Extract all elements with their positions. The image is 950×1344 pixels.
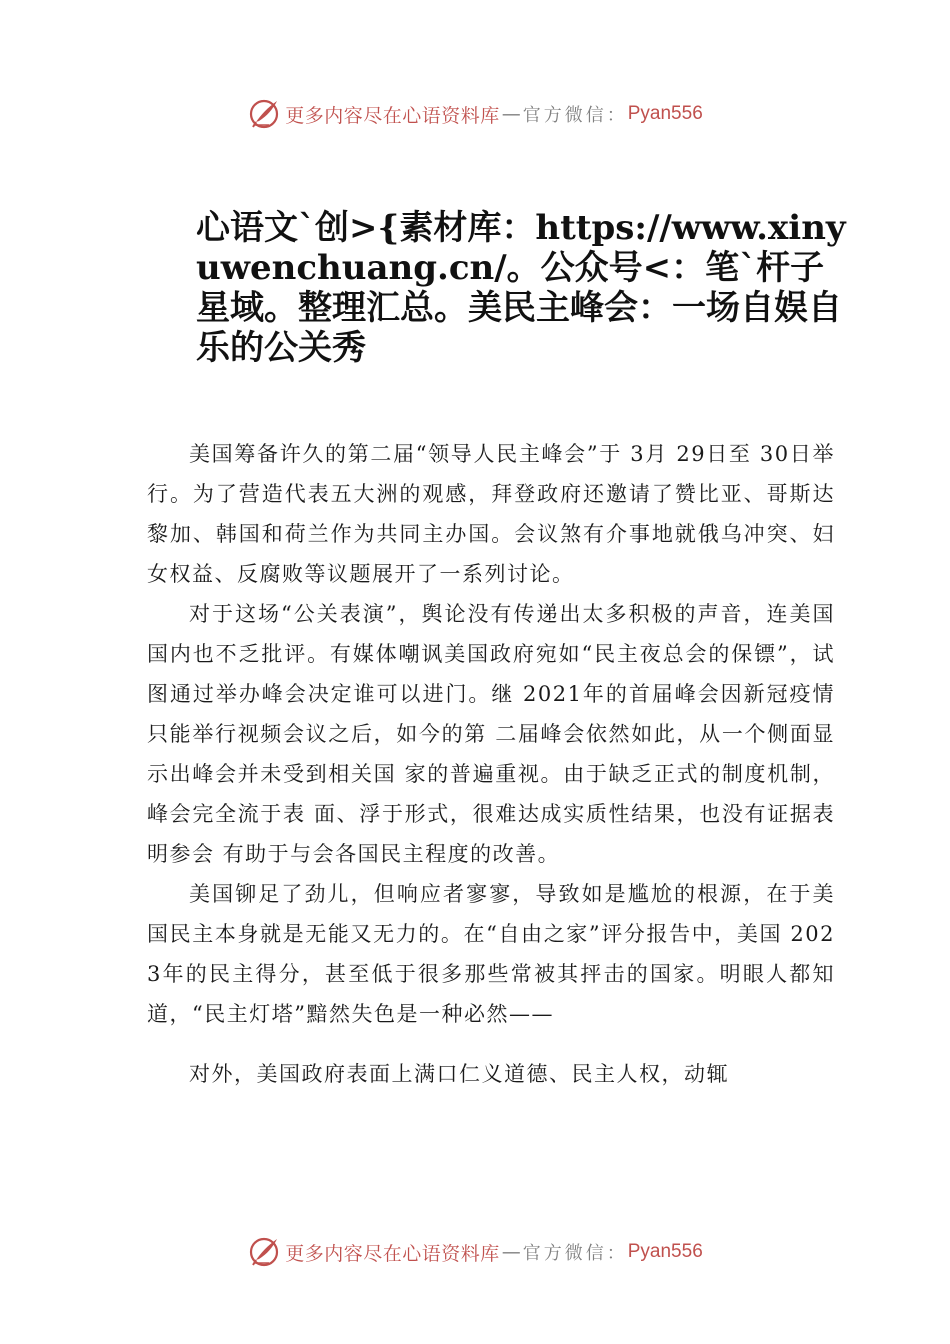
document-title: 心语文`创>{素材库：https://www.xinyuwenchuang.cn/。公众号<：笔`杆子星域。整理汇总。美民主峰会：一场自娱自乐的公关秀 — [196, 208, 846, 368]
paragraph-3: 美国铆足了劲儿，但响应者寥寥，导致如是尴尬的根源，在于美国民主本身就是无能又无力的。在“自由之家”评分报告中，美国 2023年的民主得分，甚至低于很多那些常被其抨击的国家。明眼人都知道，“民主灯塔”黯然失色是一种必然—— — [147, 882, 835, 1026]
paragraph-1: 美国筹备许久的第二届“领导人民主峰会”于 3月 29日至 30日举行。为了营造代表五大洲的观感，拜登政府还邀请了赞比亚、哥斯达黎加、韩国和荷兰作为共同主办国。会议煞有介事地就俄乌冲突、妇女权益、反腐败等议题展开了一系列讨论。 — [147, 442, 835, 586]
paragraph-4: 对外，美国政府表面上满口仁义道德、民主人权，动辄 — [189, 1062, 729, 1086]
quill-logo-icon — [247, 97, 281, 131]
header-banner — [0, 94, 950, 134]
library-text: 更多内容尽在心语资料库 — [285, 1242, 500, 1265]
document-body — [147, 434, 835, 1094]
quill-logo-icon — [247, 1235, 281, 1269]
library-text: 更多内容尽在心语资料库 — [285, 104, 500, 127]
footer-banner — [0, 1232, 950, 1272]
banner-dash: — — [501, 103, 521, 125]
wechat-label: 官方微信： — [522, 105, 628, 126]
paragraph-2: 对于这场“公关表演”，舆论没有传递出太多积极的声音，连美国国内也不乏批评。有媒体嘲讽美国政府宛如“民主夜总会的保镖”，试图通过举办峰会决定谁可以进门。继 2021年的首届峰会因新冠疫情只能举行视频会议之后，如今的第 二届峰会依然如此，从一个侧面显示出峰会并未受到相关国 家的普遍重视。由于缺乏正式的制度机制，峰会完全流于表 面、浮于形式，很难达成实质性结果，也没有证据表明参会 有助于与会各国民主程度的改善。 — [147, 602, 835, 866]
wechat-id: Pyan556 — [627, 1241, 703, 1262]
wechat-id: Pyan556 — [627, 103, 703, 124]
banner-dash: — — [501, 1241, 521, 1263]
wechat-label: 官方微信： — [522, 1243, 628, 1264]
